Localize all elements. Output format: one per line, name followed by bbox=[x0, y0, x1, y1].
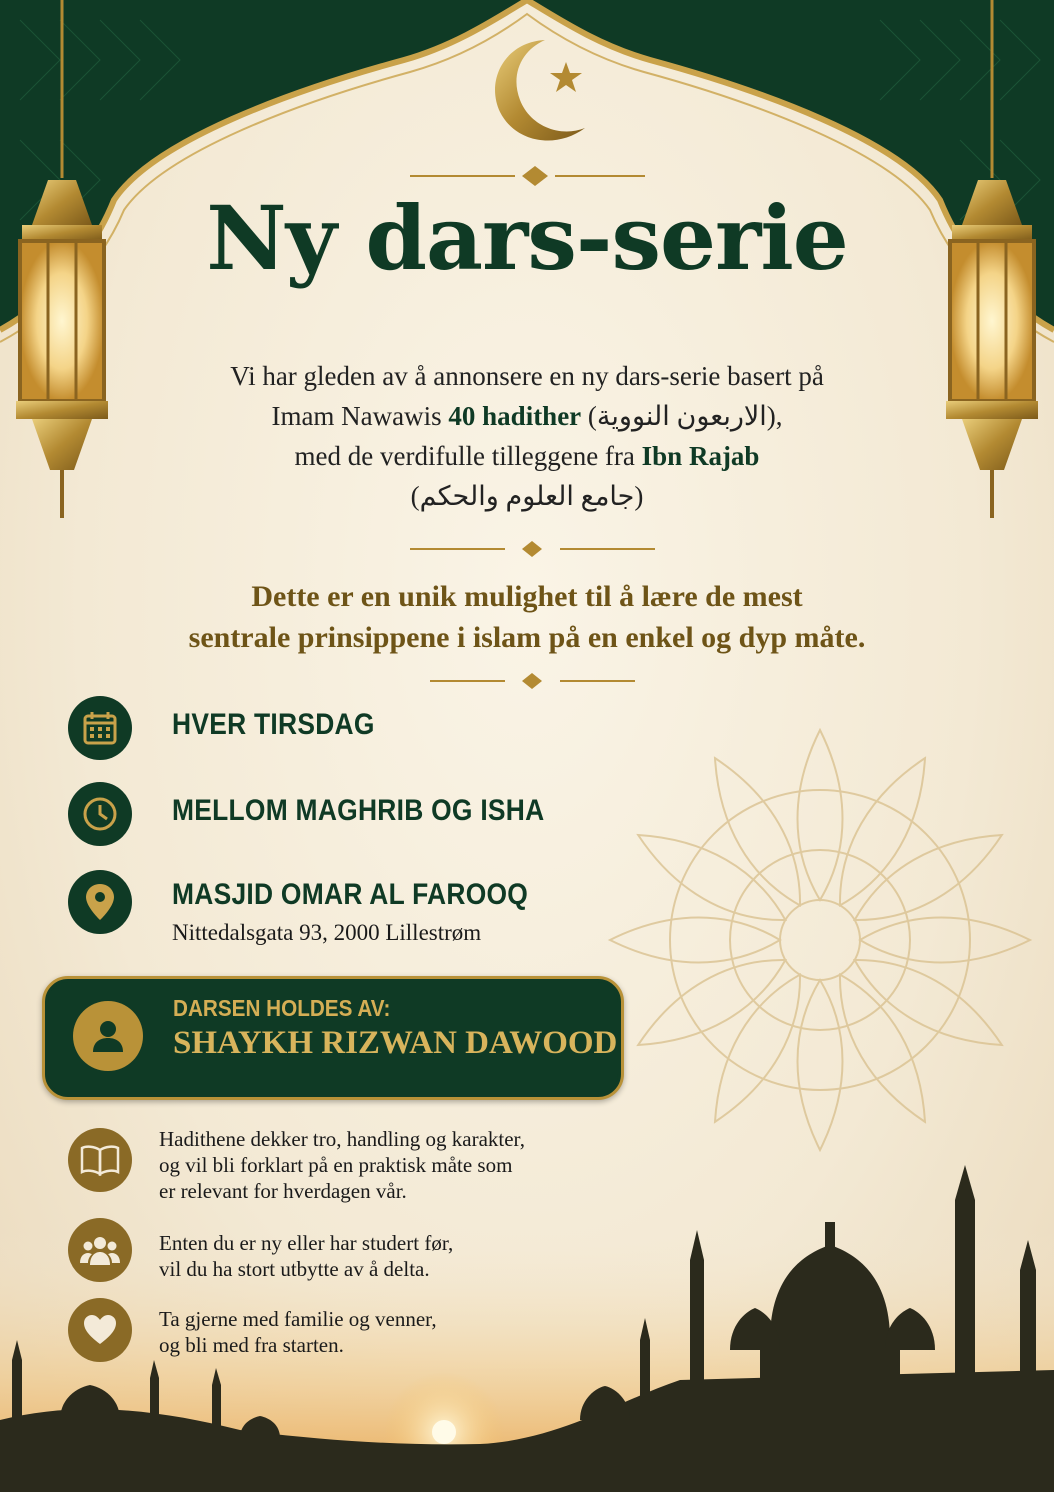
crescent-star-icon bbox=[495, 40, 585, 141]
address-text: Nittedalsgata 93, 2000 Lillestrøm bbox=[172, 920, 482, 945]
intro-line-2: Imam Nawawis 40 hadither (الاربعون النووية), bbox=[271, 401, 783, 431]
bullet-text-1: Hadithene dekker tro, handling og karakter, og vil bli forklart på en praktisk måte som er relevant for hverdagen vår. bbox=[159, 1127, 525, 1203]
clock-icon bbox=[68, 782, 132, 846]
bullet-text-3: Ta gjerne med familie og venner, og bli med fra starten. bbox=[159, 1307, 437, 1357]
people-icon bbox=[68, 1218, 132, 1282]
page-title: Ny dars-serie bbox=[206, 186, 848, 290]
highlight-text: Dette er en unik mulighet til å lære de mest sentrale prinsippene i islam på en enkel og dyp måte. bbox=[188, 580, 866, 654]
location-pin-icon bbox=[68, 870, 132, 934]
intro-line-3: med de verdifulle tilleggene fra Ibn Rajab bbox=[294, 441, 760, 471]
time-text: MELLOM MAGHRIB OG ISHA bbox=[172, 794, 545, 827]
speaker-box bbox=[42, 976, 624, 1100]
day-text: HVER TIRSDAG bbox=[172, 708, 375, 741]
speaker-label: DARSEN HOLDES AV: bbox=[173, 995, 391, 1021]
intro-text bbox=[150, 356, 904, 516]
bullet-text-2: Enten du er ny eller har studert før, vil du ha stort utbytte av å delta. bbox=[159, 1231, 454, 1281]
calendar-icon bbox=[68, 696, 132, 760]
location-text: MASJID OMAR AL FAROOQ bbox=[172, 878, 529, 911]
intro-line-1: Vi har gleden av å annonsere en ny dars-serie basert på bbox=[230, 361, 824, 391]
speaker-name: SHAYKH RIZWAN DAWOOD bbox=[173, 1025, 618, 1061]
person-icon bbox=[73, 1001, 143, 1071]
heart-icon bbox=[68, 1298, 132, 1362]
book-icon bbox=[68, 1128, 132, 1192]
intro-line-4: (جامع العلوم والحكم) bbox=[410, 481, 644, 511]
